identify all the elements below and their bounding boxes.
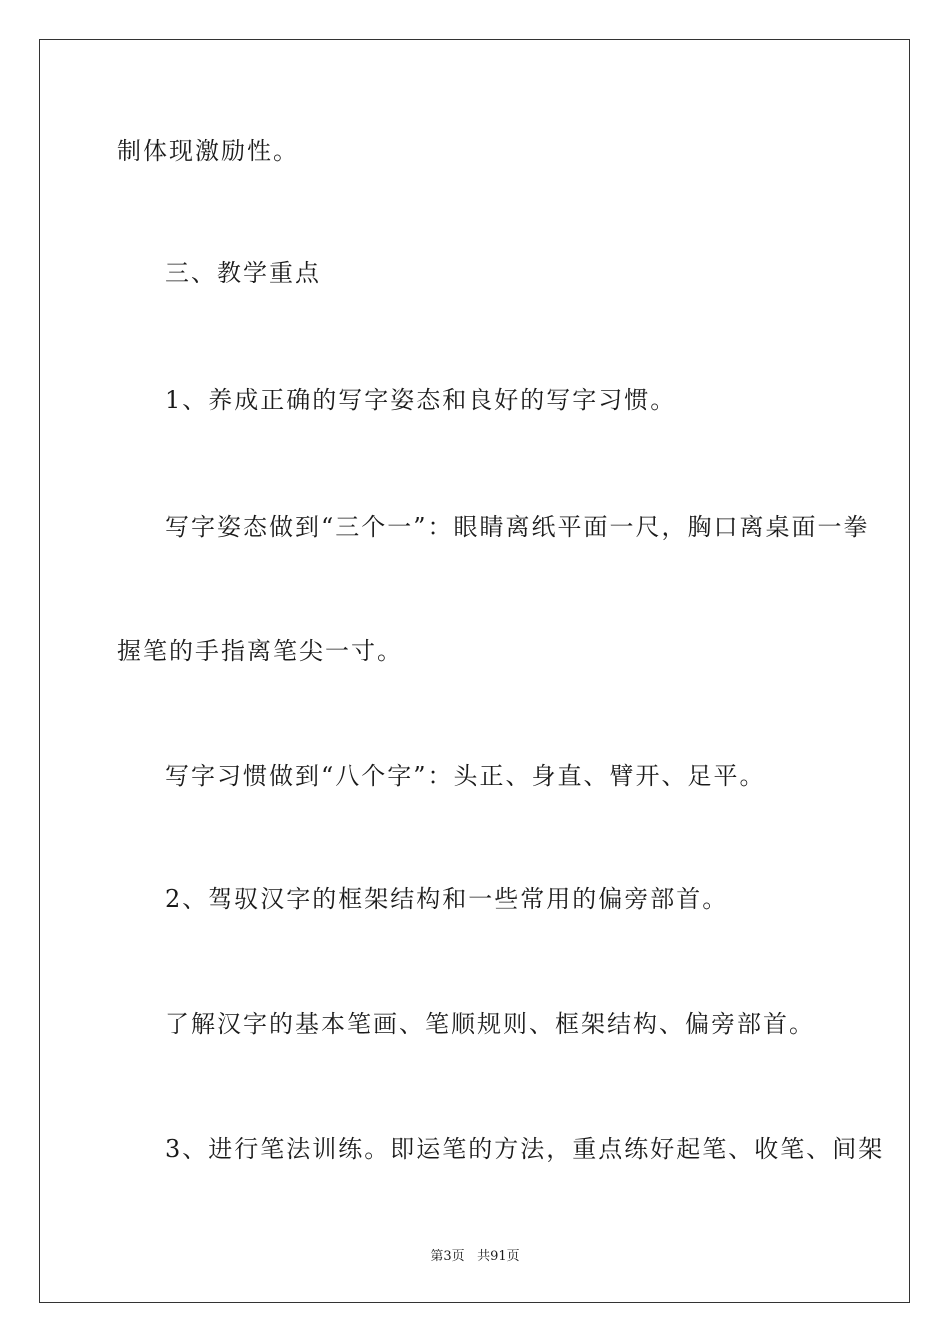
- paragraph-line: 3、进行笔法训练。即运笔的方法，重点练好起笔、收笔、间架: [165, 1135, 885, 1163]
- paragraph-line: 1、养成正确的写字姿态和良好的写字习惯。: [165, 386, 677, 414]
- page-number: 第3页: [430, 1249, 465, 1264]
- paragraph-line: 写字习惯做到“八个字”：头正、身直、臂开、足平。: [165, 762, 766, 790]
- section-heading: 三、教学重点: [165, 259, 321, 287]
- page-footer: [0, 1248, 950, 1266]
- page-total: 共91页: [477, 1249, 520, 1264]
- paragraph-line: 2、驾驭汉字的框架结构和一些常用的偏旁部首。: [165, 885, 729, 913]
- page-border: [39, 39, 910, 1303]
- paragraph-line: 制体现激励性。: [117, 137, 299, 165]
- paragraph-line: 了解汉字的基本笔画、笔顺规则、框架结构、偏旁部首。: [165, 1010, 815, 1038]
- paragraph-line: 写字姿态做到“三个一”：眼睛离纸平面一尺，胸口离桌面一拳: [165, 513, 870, 541]
- paragraph-line: 握笔的手指离笔尖一寸。: [117, 637, 403, 665]
